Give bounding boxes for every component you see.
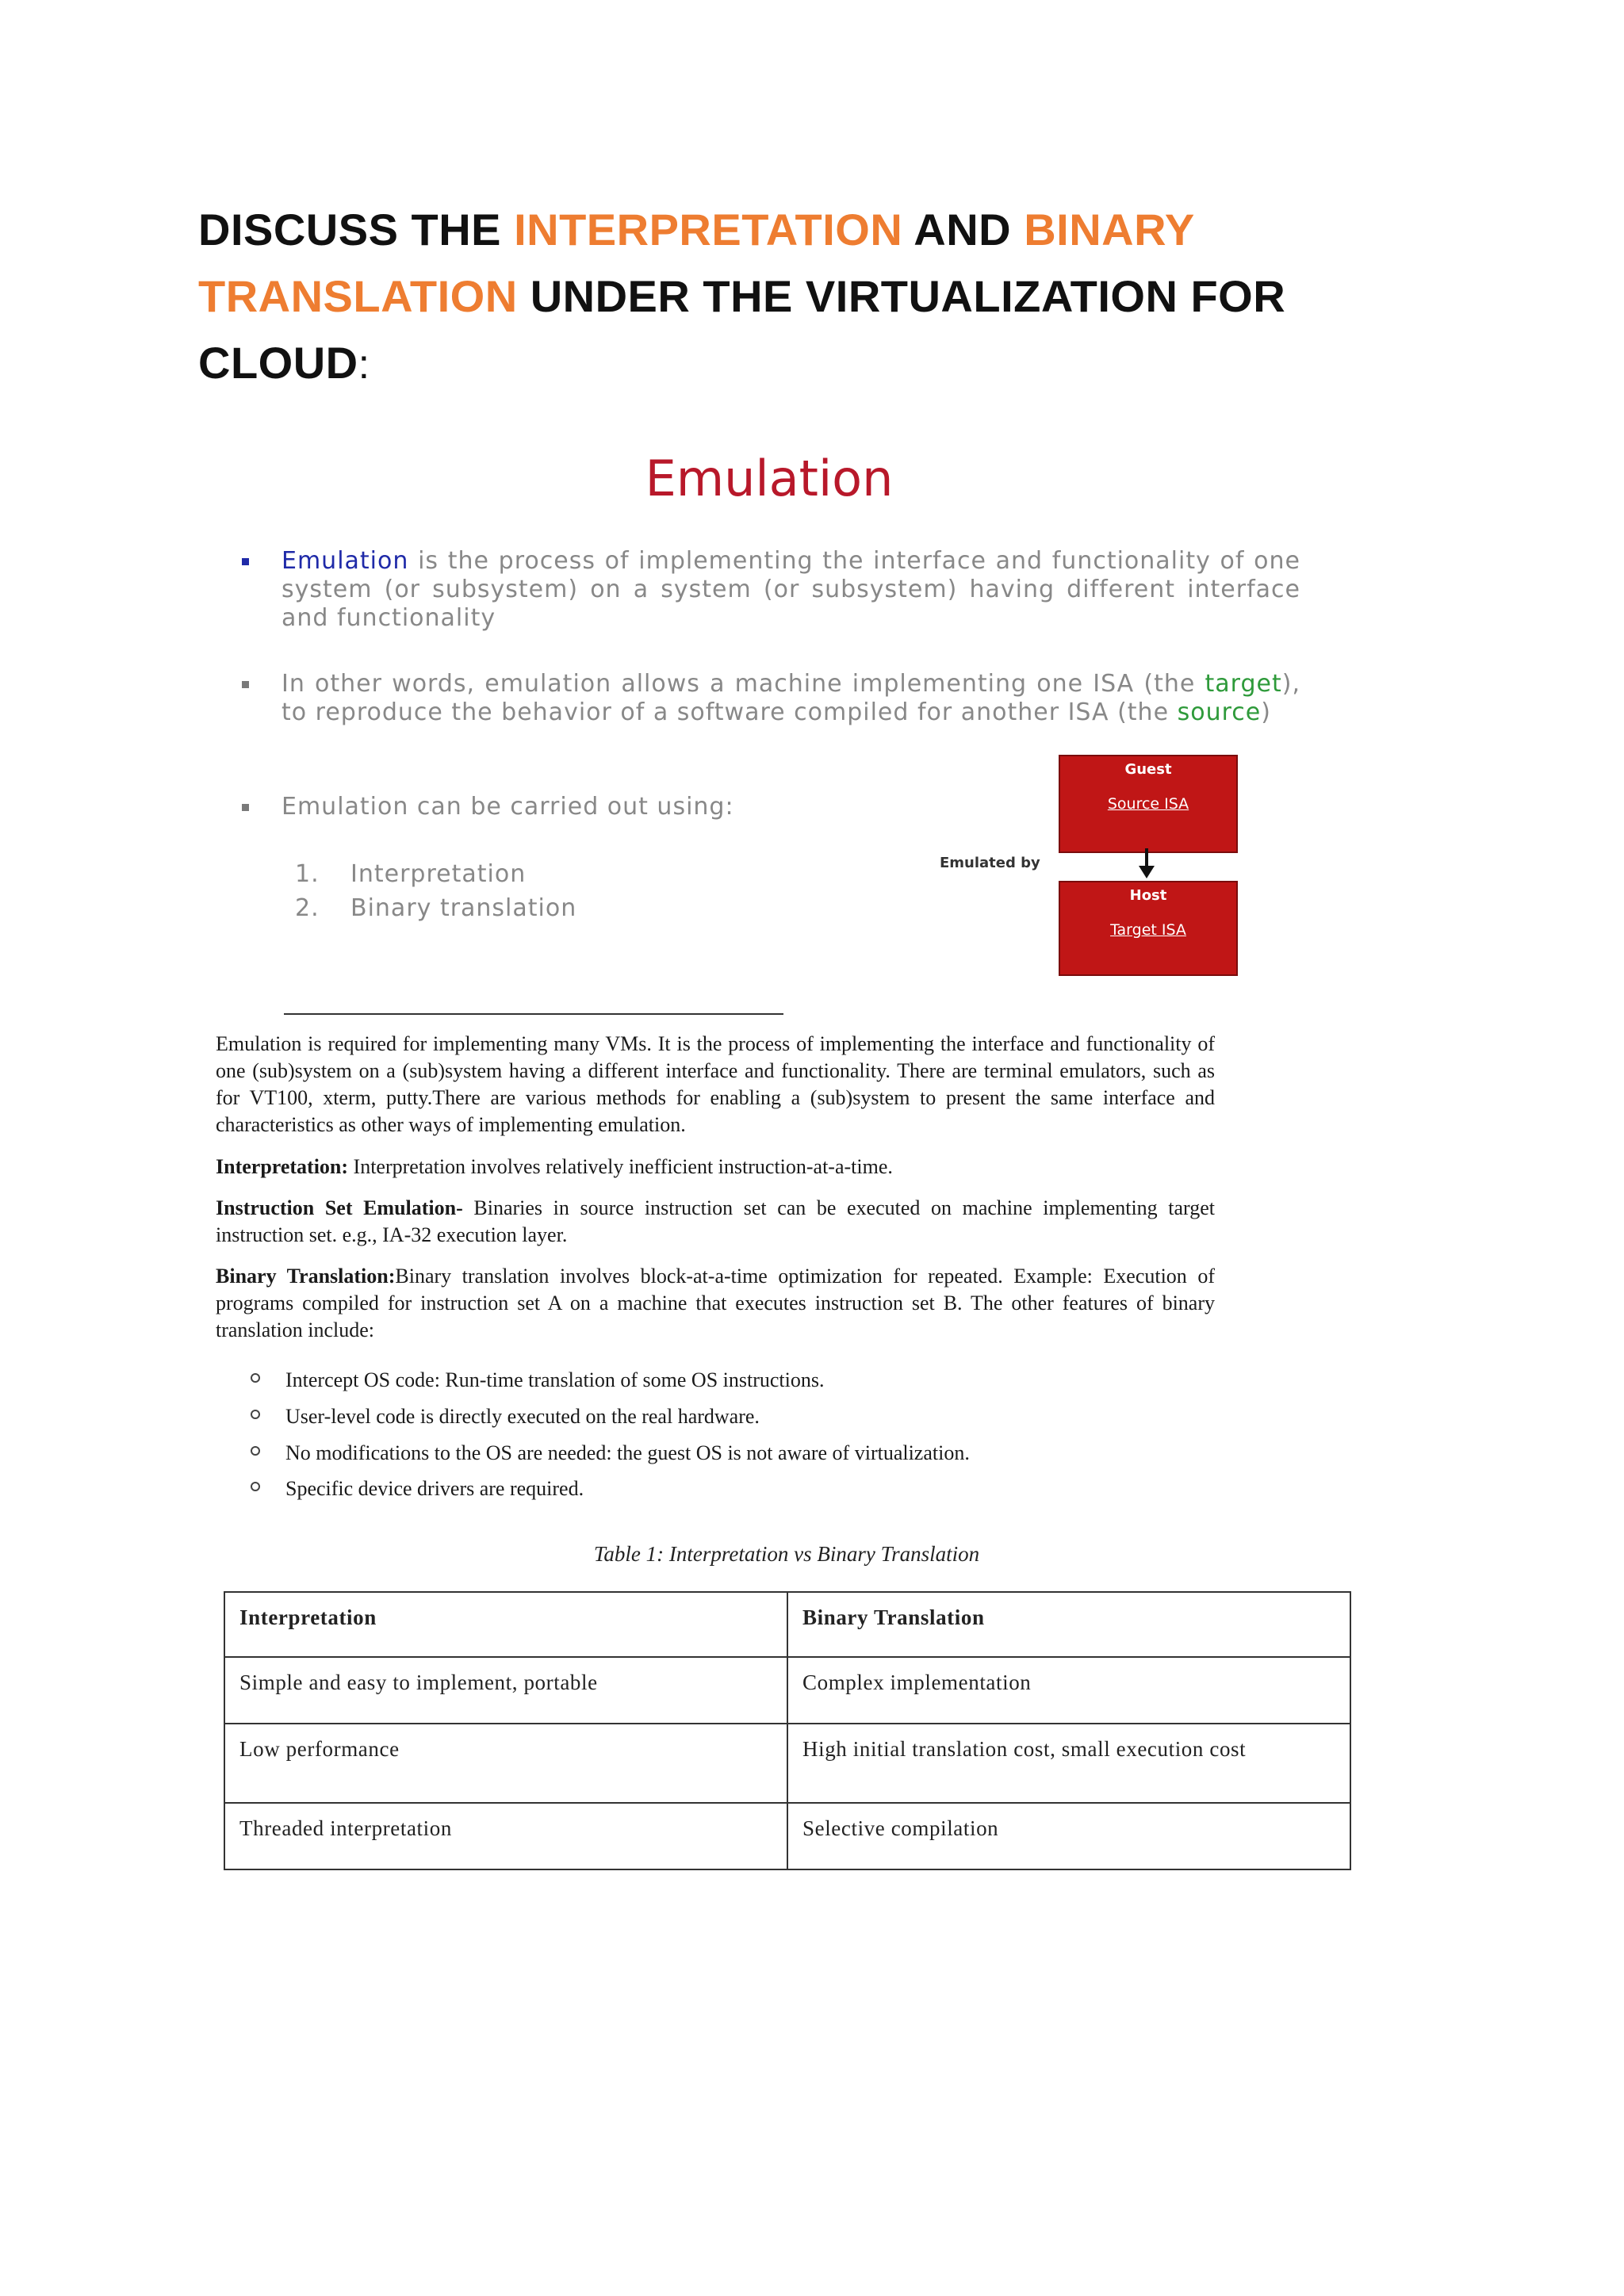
target-term: target: [1205, 670, 1282, 698]
heading-colon: :: [358, 342, 370, 388]
guest-source-isa: Source ISA: [1107, 795, 1189, 813]
method-item-interpretation: [295, 860, 526, 888]
slide-bullet-carried-out: [282, 793, 916, 821]
comparison-table: [224, 1591, 1351, 1870]
host-title: Host: [1129, 887, 1167, 904]
table-row: [224, 1724, 1350, 1803]
feature-text: Intercept OS code: Run-time translation of some OS instructions.: [285, 1368, 825, 1391]
circle-bullet-icon: [251, 1446, 260, 1456]
heading-highlight-binary-translation: BINARY TRANSLATION: [198, 205, 1194, 321]
binary-translation-text: Binary translation involves block-at-a-time optimization for repeated. Example: Execution of programs compiled for instruction set A on a machine that executes instruction set B. The other features of binary translation include:: [216, 1265, 1215, 1341]
bullet-text-pre: In other words, emulation allows a machine implementing one ISA (the: [282, 670, 1205, 698]
table-cell: Selective compilation: [787, 1803, 1350, 1869]
bullet-definition-text: is the process of implementing the interface and functionality of one system (or subsystem) on a system (or subsystem) having different interface and functionality: [282, 547, 1300, 632]
binary-translation-label: Binary Translation:: [216, 1265, 396, 1288]
table-row: [224, 1803, 1350, 1869]
feature-text: Specific device drivers are required.: [285, 1477, 584, 1500]
method-item-binary-translation: [295, 894, 576, 922]
table-cell: Low performance: [224, 1724, 787, 1803]
table-header-cell: Interpretation: [224, 1592, 787, 1657]
table-cell: High initial translation cost, small execution cost: [787, 1724, 1350, 1803]
interpretation-text: Interpretation involves relatively inefficient instruction-at-a-time.: [348, 1155, 893, 1178]
bullet-square-icon: [242, 558, 249, 565]
bullet-square-icon: [242, 804, 249, 811]
emulation-slide-image: [238, 432, 1316, 987]
table-header-row: [224, 1592, 1350, 1657]
heading-highlight-interpretation: INTERPRETATION: [514, 205, 903, 254]
table-cell: Simple and easy to implement, portable: [224, 1657, 787, 1724]
feature-item: [285, 1440, 1213, 1467]
feature-item: [285, 1367, 1213, 1394]
slide-title: Emulation: [645, 450, 894, 507]
interpretation-paragraph: [216, 1154, 1215, 1181]
source-term: source: [1177, 698, 1262, 726]
guest-title: Guest: [1124, 761, 1172, 778]
heading-part3: UNDER THE VIRTUALIZATION FOR CLOUD: [198, 271, 1286, 388]
heading-part2: AND: [902, 205, 1025, 254]
table-header-cell: Binary Translation: [787, 1592, 1350, 1657]
circle-bullet-icon: [251, 1482, 260, 1491]
instruction-set-emulation-paragraph: [216, 1195, 1215, 1249]
feature-item: [285, 1475, 1213, 1502]
ise-label: Instruction Set Emulation-: [216, 1196, 463, 1219]
slide-bullet-definition: [282, 547, 1300, 633]
circle-bullet-icon: [251, 1373, 260, 1383]
table-cell: Complex implementation: [787, 1657, 1350, 1724]
page-heading: [198, 197, 1435, 398]
down-arrow-icon: [1136, 847, 1157, 880]
binary-translation-paragraph: [216, 1263, 1215, 1344]
emulated-by-label: Emulated by: [940, 855, 1040, 871]
emulation-term: Emulation: [282, 547, 409, 575]
method-label: Binary translation: [350, 894, 577, 922]
slide-bullet-other-words: [282, 670, 1300, 727]
heading-part1: DISCUSS THE: [198, 205, 515, 254]
method-label: Interpretation: [350, 860, 527, 888]
feature-text: No modifications to the OS are needed: the guest OS is not aware of virtualization.: [285, 1441, 970, 1464]
bullet-square-icon: [242, 681, 249, 688]
host-target-isa: Target ISA: [1110, 921, 1186, 939]
bullet-text-mid: ), to reproduce the behavior of a software compiled for another ISA (the: [282, 670, 1300, 726]
intro-paragraph: Emulation is required for implementing many VMs. It is the process of implementing the interface and functionality of one (sub)system on a (sub)system having a different interface and functionality. There are terminal emulators, such as for VT100, xterm, putty.There are various methods for enabling a (sub)system to present the same interface and characteristics as other ways of implementing emulation.: [216, 1032, 1215, 1136]
ise-text: Binaries in source instruction set can be executed on machine implementing target instruction set. e.g., IA-32 execution layer.: [216, 1196, 1216, 1246]
method-number: 2.: [295, 894, 320, 922]
feature-text: User-level code is directly executed on the real hardware.: [285, 1405, 760, 1428]
host-box: [1059, 881, 1238, 976]
table-row: [224, 1657, 1350, 1724]
guest-box: [1059, 755, 1238, 853]
table-caption: Table 1: Interpretation vs Binary Translation: [593, 1542, 980, 1566]
method-number: 1.: [295, 860, 320, 888]
divider: [284, 1013, 783, 1015]
circle-bullet-icon: [251, 1410, 260, 1419]
feature-item: [285, 1403, 1213, 1430]
bullet-carried-out-text: Emulation can be carried out using:: [282, 793, 734, 821]
bullet-text-post: ): [1261, 698, 1271, 726]
interpretation-label: Interpretation:: [216, 1155, 349, 1178]
table-cell: Threaded interpretation: [224, 1803, 787, 1869]
